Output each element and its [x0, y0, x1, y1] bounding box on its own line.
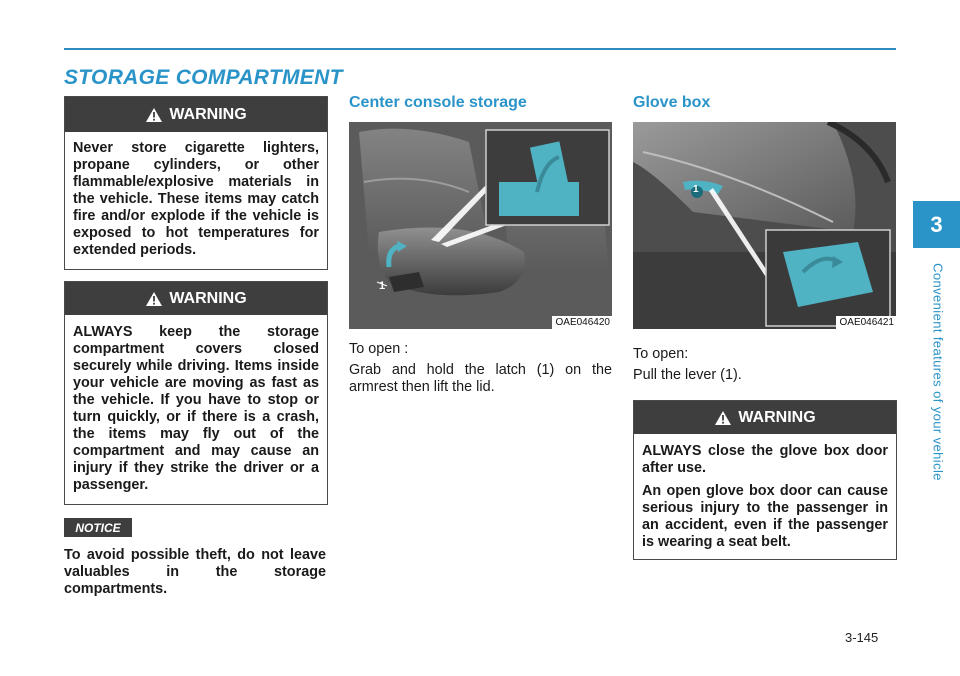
warning-body — [65, 132, 327, 259]
callout-number: 1 — [379, 280, 386, 292]
warning-paragraph: ALWAYS keep the storage compartment covers closed securely while driving. Items inside your vehicle are moving as fast as the vehicle. If you have to stop or turn quickly, or if there is a crash, the items may fly out of the compartment and may cause an injury if they strike the driver or a passenger. — [73, 324, 319, 493]
glove-box-heading: Glove box — [633, 94, 711, 111]
warning-header — [65, 97, 327, 132]
center-console-step-label: To open : — [349, 341, 409, 357]
warning-paragraph: An open glove box door can cause serious injury to the passenger in an accident, even if the passenger is wearing a seat belt. — [642, 483, 888, 550]
chapter-label: Convenient features of your vehicle — [930, 263, 946, 481]
glove-box-illustration — [633, 122, 896, 329]
warning-triangle-icon — [714, 410, 732, 426]
warning-box-glove-box — [633, 400, 897, 560]
chapter-tab: 3 — [913, 201, 960, 248]
warning-triangle-icon — [145, 107, 163, 123]
page-number: 3-145 — [845, 630, 879, 645]
warning-title: WARNING — [169, 289, 247, 307]
callout-number: 1 — [693, 184, 699, 195]
center-console-heading: Center console storage — [349, 94, 527, 111]
notice-badge: NOTICE — [64, 518, 132, 537]
figure-code: OAE046420 — [552, 316, 613, 329]
figure-code: OAE046421 — [836, 316, 897, 329]
warning-body — [65, 315, 327, 494]
center-console-figure — [349, 122, 612, 329]
warning-paragraph: ALWAYS close the glove box door after use. — [642, 443, 888, 476]
warning-paragraph: Never store cigarette lighters, propane cylinders, or other flammable/explosive materials in the vehicle. These items may catch fire and/or explode if the vehicle is exposed to hot temperatures for extended periods. — [73, 140, 319, 258]
warning-box-flammable — [64, 96, 328, 270]
glove-box-step-label: To open: — [633, 346, 689, 362]
notice-text: To avoid possible theft, do not leave valuables in the storage compartments. — [64, 547, 326, 597]
glove-box-figure — [633, 122, 896, 329]
warning-header — [634, 401, 896, 434]
center-console-instruction: Grab and hold the latch (1) on the armrest then lift the lid. — [349, 362, 612, 395]
center-console-illustration — [349, 122, 612, 329]
warning-triangle-icon — [145, 291, 163, 307]
section-title: STORAGE COMPARTMENT — [64, 66, 343, 89]
warning-title: WARNING — [169, 105, 247, 123]
warning-box-storage-covers — [64, 281, 328, 505]
warning-body — [634, 434, 896, 551]
top-rule — [64, 48, 896, 50]
glove-box-instruction: Pull the lever (1). — [633, 367, 742, 383]
warning-title: WARNING — [738, 408, 816, 426]
warning-header — [65, 282, 327, 315]
